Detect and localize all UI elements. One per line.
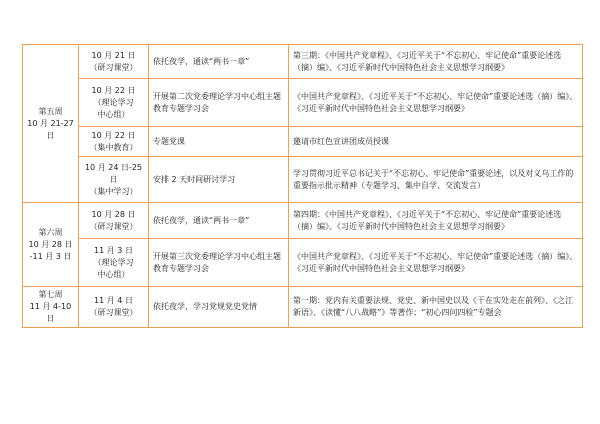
content-cell: 《中国共产党章程》、《习近平关于“不忘初心、牢记使命”重要论述选（摘）编》、《习近平新时代中国特色社会主义思想学习纲要》	[289, 79, 583, 127]
table-row	[23, 127, 583, 157]
content-cell: 学习贯彻习近平总书记关于“不忘初心、牢记使命”重要论述，以及对义乌工作的重要指示批示精神（专题学习、集中自学、交流发言）	[289, 157, 583, 203]
topic-cell: 专题党课	[149, 127, 289, 157]
date-cell: 10 月 21 日 （研习课堂）	[79, 45, 149, 79]
topic-cell: 依托夜学，通读“两书一章”	[149, 203, 289, 239]
table-row	[23, 287, 583, 328]
topic-cell: 安排 2 天时间研讨学习	[149, 157, 289, 203]
content-cell: 第三期：《中国共产党章程》、《习近平关于“不忘初心、牢记使命”重要论述选（摘）编》、《习近平新时代中国特色社会主义思想学习纲要》	[289, 45, 583, 79]
week-cell: 第七周 11 月 4-10 日	[23, 287, 79, 328]
table-row	[23, 239, 583, 287]
table-row	[23, 45, 583, 79]
content-cell: 第四期：《中国共产党章程》、《习近平关于“不忘初心、牢记使命”重要论述选（摘）编》、《习近平新时代中国特色社会主义思想学习纲要》	[289, 203, 583, 239]
table-row	[23, 157, 583, 203]
topic-cell: 依托夜学，通读“两书一章”	[149, 45, 289, 79]
content-cell: 《中国共产党章程》、《习近平关于“不忘初心、牢记使命”重要论述选（摘）编》、《习近平新时代中国特色社会主义思想学习纲要》	[289, 239, 583, 287]
date-cell: 11 月 4 日 （研习课堂）	[79, 287, 149, 328]
topic-cell: 依托夜学，学习党规党史党情	[149, 287, 289, 328]
topic-cell: 开展第三次党委理论学习中心组主题教育专题学习会	[149, 239, 289, 287]
week-cell: 第六周 10 月 28 日 -11 月 3 日	[23, 203, 79, 287]
table-row	[23, 79, 583, 127]
topic-cell: 开展第二次党委理论学习中心组主题教育专题学习会	[149, 79, 289, 127]
week-cell: 第五周 10 月 21-27 日	[23, 45, 79, 203]
date-cell: 10 月 22 日 （集中教育）	[79, 127, 149, 157]
schedule-table	[22, 44, 583, 328]
date-cell: 10 月 24 日-25 日 （集中学习）	[79, 157, 149, 203]
date-cell: 11 月 3 日 （理论学习 中心组）	[79, 239, 149, 287]
content-cell: 邀请市红色宣讲团成员授课	[289, 127, 583, 157]
table-row	[23, 203, 583, 239]
content-cell: 第一期：党内有关重要法规、党史、新中国史以及《干在实处走在前列》、《之江新语》、《读懂“八八战略”》等著作；“初心四问四检”专题会	[289, 287, 583, 328]
date-cell: 10 月 22 日 （理论学习 中心组）	[79, 79, 149, 127]
date-cell: 10 月 28 日 （研习课堂）	[79, 203, 149, 239]
